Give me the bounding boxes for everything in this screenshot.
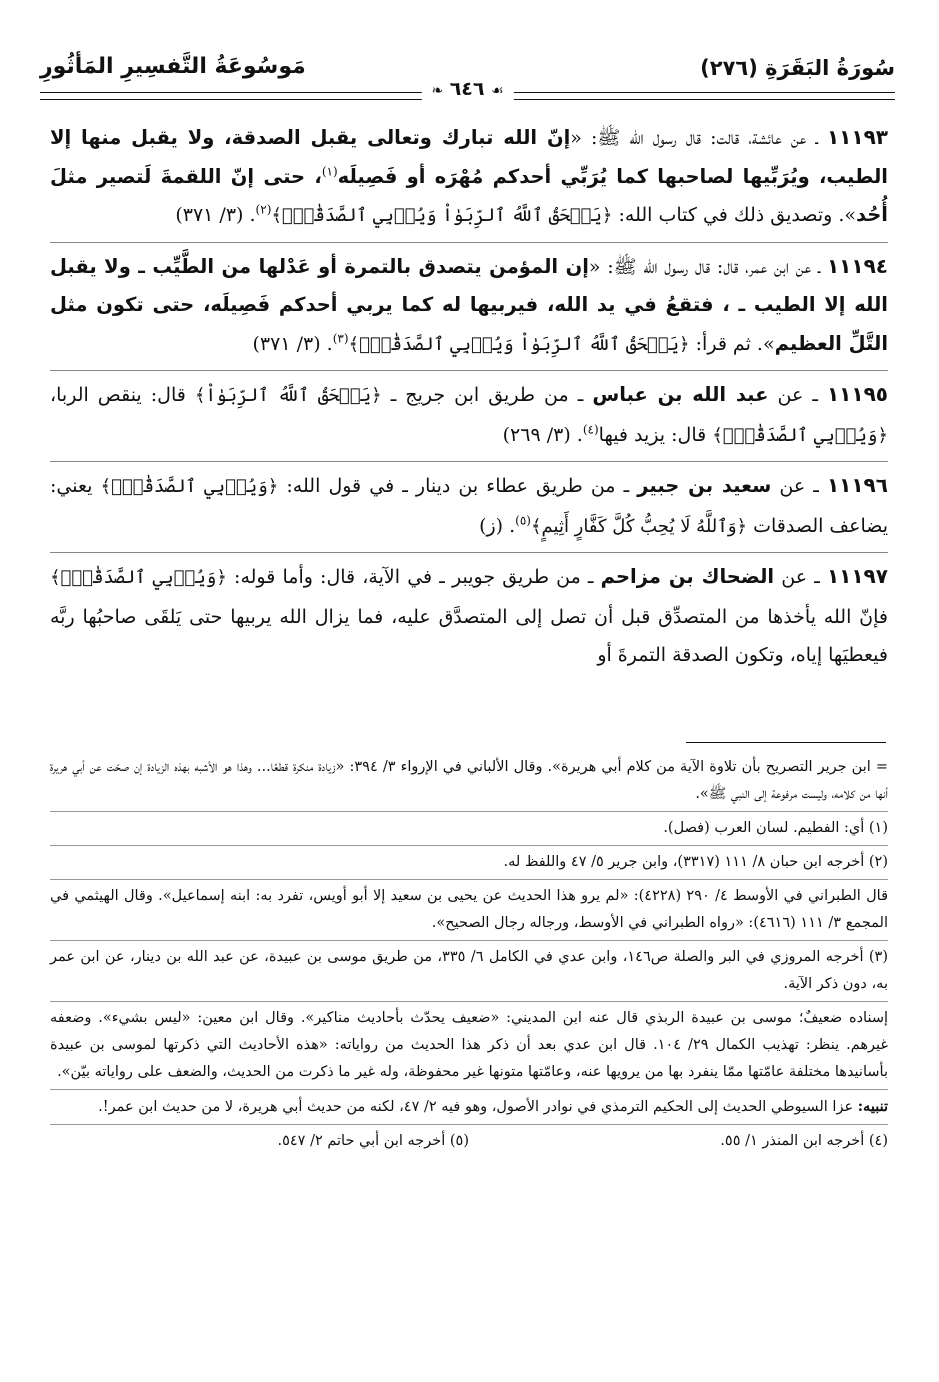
footnote-continuation: = ابن جرير التصريح بأن تلاوة الآية من كلام أبي هريرة». وقال الألباني في الإرواء ٣/ ٣٩٤: «زيادة منكرة قطعًا... وهذا هو الأشبه بهذه الزيادة إن صحّت عن أبي هريرة أنها من كلامه، وليست مرفوعة إلى النبي ﷺ».: [50, 754, 888, 812]
entry-text: ـ من طريق عطاء بن دينار ـ في قول الله:: [278, 475, 638, 497]
footnote-ref: (٥): [515, 513, 531, 528]
hadith-text: إن المؤمن يتصدق بالتمرة أو عَدْلها من الطَّيِّب ـ ولا يقبل الله إلا الطيب ـ ، فتقعُ في يد الله، فيربيها له كما يربي أحدكم فَصِيلَه، حتى تكون مثل التَّلِّ العظيم: [50, 254, 888, 355]
entry-number: ١١١٩٦: [826, 473, 888, 497]
entry-text: ـ من طريق جويبر ـ في الآية، قال: وأما قوله:: [226, 566, 601, 588]
book-title: مَوسُوعَةُ التَّفسِيرِ المَأثُورِ: [40, 54, 306, 79]
quran-verse: ﴿وَٱللَّهُ لَا يُحِبُّ كُلَّ كَفَّارٍ أَثِيمٍ﴾: [530, 515, 748, 537]
footnote-2-comment: قال الطبراني في الأوسط ٤/ ٢٩٠ (٤٢٢٨): «لم يرو هذا الحديث عن يحيى بن سعيد إلا أبو أويس، تفرد به: ابنه إسماعيل». وقال الهيثمي في المجمع ٣/ ١١١ (٤٦١٦): «رواه الطبراني في الأوسط، ورجاله رجال الصحيح».: [50, 883, 888, 941]
narrator-name: سعيد بن جبير: [637, 474, 772, 497]
hadith-text: إنّ الله تبارك وتعالى يقبل الصدقة، ولا يقبل منها إلا الطيب، ويُرَبِّيها لصاحبها كما يُرَبِّي أحدكم مُهْرَه أو فَصِيلَه: [50, 126, 888, 188]
quran-verse: ﴿وَيُرۡبِي ٱلصَّدَقَٰتِۗ﴾: [100, 476, 279, 497]
source-ref: . (٣/ ٢٦٩): [502, 423, 583, 446]
entry-text: ـ عن: [774, 566, 827, 588]
athar-entry: [50, 466, 888, 553]
tanbih-text: عزا السيوطي الحديث إلى الحكيم الترمذي في نوادر الأصول، وهو فيه ٢/ ٤٧، لكنه من حديث أبي هريرة، لا من حديث ابن عمر!.: [98, 1099, 858, 1115]
surah-title: سُورَةُ البَقَرَةِ (٢٧٦): [700, 56, 895, 80]
entry-number: ١١١٩٥: [826, 382, 888, 406]
entry-number: ١١١٩٤: [826, 253, 888, 278]
footnote-separator: [686, 742, 886, 743]
entry-text: ». ثم قرأ:: [689, 332, 775, 355]
footnote-ref: (٣): [332, 331, 349, 346]
footnote-2: (٢) أخرجه ابن حبان ٨/ ١١١ (٣٣١٧)، وابن جرير ٥/ ٤٧ واللفظ له.: [50, 849, 888, 880]
athar-entry: [50, 375, 888, 462]
footnote-1: (١) أي: الفطيم. لسان العرب (فصل).: [50, 815, 888, 846]
entry-text: قال: ينقص الربا،: [50, 384, 195, 406]
entry-text: ـ عن عائشة، قالت: قال رسول الله ﷺ: «: [570, 127, 827, 149]
footnote-3: (٣) أخرجه المروزي في البر والصلة ص١٤٦، وابن عدي في الكامل ٦/ ٣٣٥، من طريق موسى بن عبيدة، عن عبد الله بن دينار، عن ابن عمر به، دون ذكر الآية.: [50, 944, 888, 1002]
footnote-5: (٥) أخرجه ابن أبي حاتم ٢/ ٥٤٧.: [277, 1133, 469, 1149]
page-number-block: [421, 78, 513, 100]
quran-verse: ﴿وَيُرۡبِي ٱلصَّدَقَٰتِۗ﴾: [712, 424, 888, 446]
entry-text: ». وتصديق ذلك في كتاب الله:: [612, 204, 856, 226]
entry-number: ١١١٩٣: [826, 125, 889, 149]
quran-verse: ﴿يَمۡحَقُ ٱللَّهُ ٱلرِّبَوٰاْ وَيُرۡبِي ٱلصَّدَقَٰتِۗ﴾: [348, 333, 690, 355]
quran-verse: ﴿يَمۡحَقُ ٱللَّهُ ٱلرِّبَوٰاْ وَيُرۡبِي ٱلصَّدَقَٰتِۗ﴾: [271, 205, 613, 226]
page-number: ٦٤٦: [449, 78, 485, 100]
page-header: [40, 48, 895, 108]
entry-text: ـ عن: [771, 475, 827, 497]
hadith-text: ، حتى إنّ اللقمةَ لَتصير مثلَ أُحُد: [50, 164, 888, 226]
entry-text: ـ من طريق ابن جريج ـ: [381, 384, 593, 406]
hadith-entry: [50, 247, 888, 372]
entry-number: ١١١٩٧: [826, 564, 888, 588]
footnote-4: (٤) أخرجه ابن المنذر ١/ ٥٥.: [720, 1133, 888, 1149]
main-text: [50, 118, 888, 685]
footnote-3-comment: إسناده ضعيفٌ؛ موسى بن عبيدة الربذي قال عنه ابن المديني: «ضعيف يحدّث بأحاديث مناكير». وقال ابن معين: «ليس بشيء». وضعفه غيرهم. ينظر: تهذيب الكمال ٢٩/ ١٠٤. قال ابن عدي بعد أن ذكر هذا الحديث من رواياته: «هذه الأحاديث التي ذكرتها لموسى بن عبيدة بأسانيدها مختلفة عامّتها ممّا ينفرد بها من يرويها عنه، وعامّتها متونها غير محفوظة، وله غير ما ذكرت من الحديث، والضعف على رواياته بيّن».: [50, 1005, 888, 1090]
quran-verse: ﴿وَيُرۡبِي ٱلصَّدَقَٰتِۗ﴾: [50, 567, 227, 588]
entry-text: ـ عن: [768, 384, 827, 406]
footnotes: [50, 754, 888, 1161]
source-ref: . (ز): [479, 514, 516, 537]
source-ref: . (٣/ ٣٧١): [175, 204, 256, 226]
entry-text: ـ عن ابن عمر، قال: قال رسول الله ﷺ: «: [588, 255, 827, 278]
source-ref: . (٣/ ٣٧١): [252, 332, 333, 355]
narrator-name: الضحاك بن مزاحم: [600, 565, 775, 588]
footnote-ref: (١): [321, 164, 338, 179]
ornament-icon: ☙: [491, 83, 504, 99]
narrator-name: عبد الله بن عباس: [592, 383, 769, 406]
footnote-row: [50, 1128, 888, 1158]
tanbih-label: تنبيه:: [857, 1098, 888, 1115]
quran-verse: ﴿يَمۡحَقُ ٱللَّهُ ٱلرِّبَوٰاْ﴾: [194, 385, 382, 406]
hadith-entry: [50, 118, 888, 243]
footnote-ref: (٤): [582, 422, 599, 437]
entry-text: فإنّ الله يأخذها من المتصدِّق قبل أن تصل إلى المتصدَّق عليه، فما يزال الله يربيها حتى يَلقَى صاحبُها ربَّه فيعطيَها إياه، وتكون الصدقة التمرةَ أو: [50, 605, 888, 666]
entry-text: قال: يزيد فيها: [598, 423, 713, 446]
entry-text: يعني: يضاعف الصدقات: [50, 475, 888, 537]
athar-entry: [50, 557, 888, 681]
ornament-icon: ❧: [431, 83, 444, 99]
footnote-tanbih: [50, 1093, 888, 1125]
footnote-ref: (٢): [255, 202, 272, 217]
